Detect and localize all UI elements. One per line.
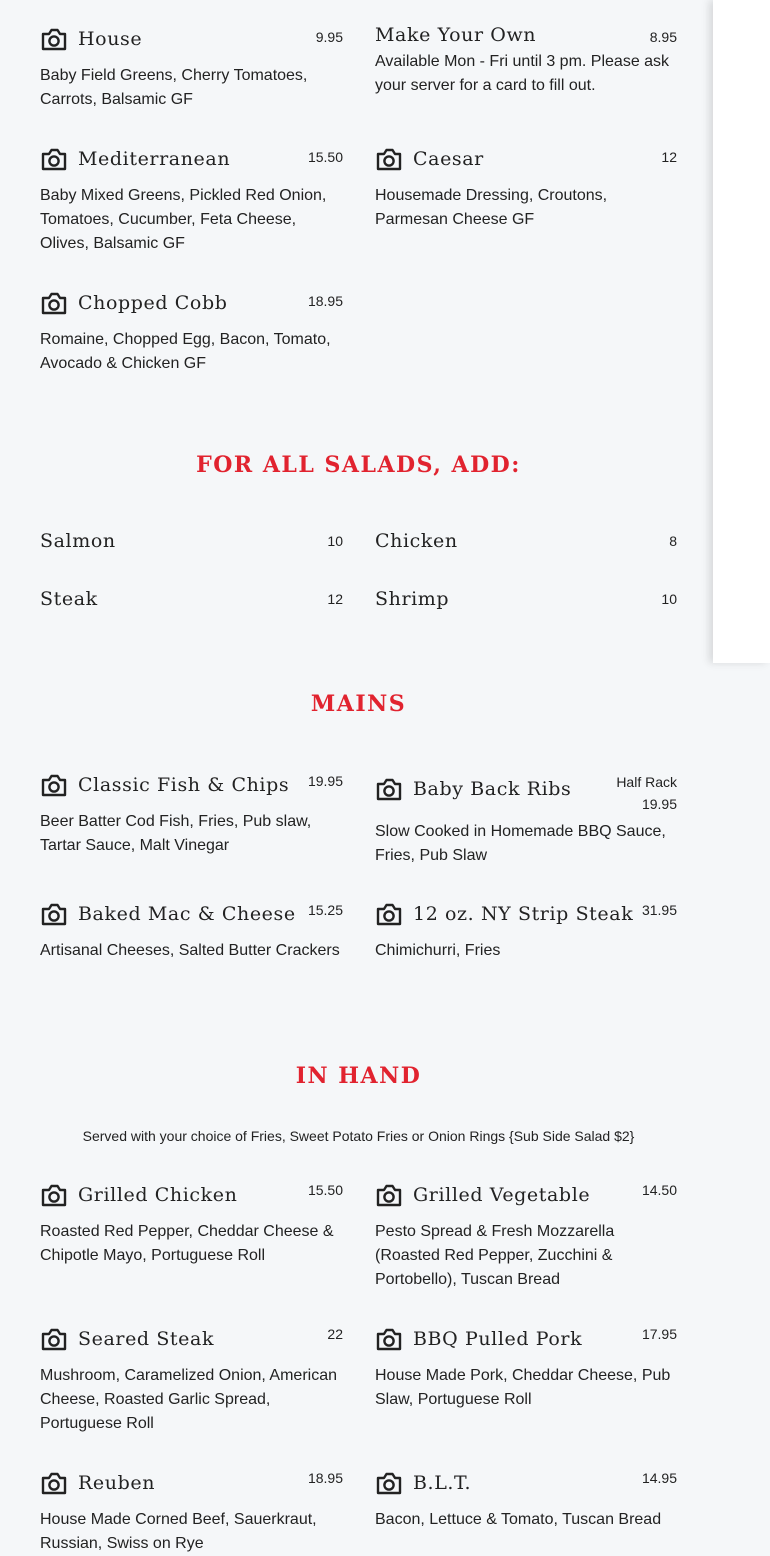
camera-icon[interactable] <box>375 1326 403 1352</box>
camera-icon[interactable] <box>375 1182 403 1208</box>
section-title-mains: MAINS <box>310 691 407 717</box>
camera-icon[interactable] <box>40 1182 68 1208</box>
item-name: Mediterranean <box>78 148 231 170</box>
item-name: Caesar <box>413 148 484 170</box>
item-name: B.L.T. <box>413 1472 472 1494</box>
menu-item-blt <box>375 1468 677 1548</box>
item-price-block <box>616 771 677 815</box>
section-note: Served with your choice of Fries, Sweet Potato Fries or Onion Rings {Sub Side Salad $2} <box>82 1128 635 1144</box>
item-price: 18.95 <box>307 1470 343 1486</box>
addon-name: Steak <box>40 588 98 610</box>
item-description: Bacon, Lettuce & Tomato, Tuscan Bread <box>375 1511 662 1528</box>
item-price: 14.50 <box>641 1182 677 1198</box>
item-price: 18.95 <box>307 293 343 309</box>
addon-item <box>40 587 343 611</box>
menu-item-seared-steak <box>40 1324 343 1468</box>
item-description: Romaine, Chopped Egg, Bacon, Tomato, Avocado & Chicken GF <box>40 331 331 372</box>
camera-icon[interactable] <box>375 901 403 927</box>
addon-grid <box>40 529 677 611</box>
addon-item <box>375 529 677 553</box>
camera-icon[interactable] <box>40 290 68 316</box>
item-price: 9.95 <box>315 29 343 45</box>
item-price: 19.95 <box>307 773 343 789</box>
item-price: 15.50 <box>307 1182 343 1198</box>
item-name: Chopped Cobb <box>78 292 228 314</box>
item-description: Baby Mixed Greens, Pickled Red Onion, Tomatoes, Cucumber, Feta Cheese, Olives, Balsamic GF <box>40 187 327 252</box>
menu-item-baby-back-ribs <box>375 770 677 899</box>
item-description: Mushroom, Caramelized Onion, American Cheese, Roasted Garlic Spread, Portuguese Roll <box>40 1367 338 1432</box>
addon-name: Shrimp <box>375 588 450 610</box>
item-description: Housemade Dressing, Croutons, Parmesan Cheese GF <box>375 187 608 228</box>
item-name: Grilled Chicken <box>78 1184 238 1206</box>
item-price: 15.50 <box>307 149 343 165</box>
menu-item-bbq-pulled-pork <box>375 1324 677 1468</box>
in-hand-grid <box>40 1180 677 1552</box>
addon-item <box>40 529 343 553</box>
addon-name: Salmon <box>40 530 116 552</box>
item-description: Beer Batter Cod Fish, Fries, Pub slaw, Tartar Sauce, Malt Vinegar <box>40 813 312 854</box>
addon-item <box>375 587 677 611</box>
item-name: Reuben <box>78 1472 156 1494</box>
menu-item-grilled-vegetable <box>375 1180 677 1324</box>
item-description: House Made Pork, Cheddar Cheese, Pub Slaw, Portuguese Roll <box>375 1367 671 1408</box>
item-price: 15.25 <box>307 902 343 918</box>
section-title-add-ons: FOR ALL SALADS, ADD: <box>196 452 521 478</box>
mains-grid <box>40 770 677 999</box>
item-name: House <box>78 28 143 50</box>
camera-icon[interactable] <box>40 901 68 927</box>
item-description: Roasted Red Pepper, Cheddar Cheese & Chipotle Mayo, Portuguese Roll <box>40 1223 334 1264</box>
item-description: Available Mon - Fri until 3 pm. Please ask your server for a card to fill out. <box>375 53 670 94</box>
camera-icon[interactable] <box>40 26 68 52</box>
camera-icon[interactable] <box>375 776 403 802</box>
item-description: Slow Cooked in Homemade BBQ Sauce, Fries, Pub Slaw <box>375 823 666 864</box>
camera-icon[interactable] <box>375 146 403 172</box>
menu-item-ny-strip-steak <box>375 899 677 999</box>
addon-price: 12 <box>327 591 343 607</box>
menu-item-house <box>40 24 343 144</box>
item-name: 12 oz. NY Strip Steak <box>413 903 634 925</box>
menu-item-reuben <box>40 1468 343 1552</box>
camera-icon[interactable] <box>40 146 68 172</box>
menu-item-baked-mac-and-cheese <box>40 899 343 999</box>
menu-item-mediterranean <box>40 144 343 288</box>
item-name: Grilled Vegetable <box>413 1184 591 1206</box>
side-panel <box>713 0 770 663</box>
price-label: Half Rack <box>616 774 677 790</box>
salad-grid <box>40 24 677 388</box>
menu-item-caesar <box>375 144 677 288</box>
menu-item-chopped-cobb <box>40 288 343 388</box>
item-price: 19.95 <box>641 796 677 812</box>
addon-price: 10 <box>327 533 343 549</box>
camera-icon[interactable] <box>40 1470 68 1496</box>
item-price: 14.95 <box>641 1470 677 1486</box>
camera-icon[interactable] <box>375 1470 403 1496</box>
item-price: 22 <box>327 1326 343 1342</box>
item-description: Chimichurri, Fries <box>375 942 501 959</box>
item-description: Pesto Spread & Fresh Mozzarella (Roasted Red Pepper, Zucchini & Portobello), Tuscan Bread <box>375 1223 615 1288</box>
item-name: Baked Mac & Cheese <box>78 903 296 925</box>
item-description: House Made Corned Beef, Sauerkraut, Russian, Swiss on Rye <box>40 1511 317 1552</box>
menu-item-grilled-chicken <box>40 1180 343 1324</box>
item-description: Baby Field Greens, Cherry Tomatoes, Carrots, Balsamic GF <box>40 67 308 108</box>
item-name: Make Your Own <box>375 24 537 46</box>
camera-icon[interactable] <box>40 1326 68 1352</box>
item-name: Classic Fish & Chips <box>78 774 290 796</box>
addon-name: Chicken <box>375 530 458 552</box>
section-title-in-hand: IN HAND <box>295 1063 422 1089</box>
item-description: Artisanal Cheeses, Salted Butter Crackers <box>40 942 340 959</box>
item-price: 8.95 <box>649 29 677 45</box>
camera-icon[interactable] <box>40 772 68 798</box>
item-price: 17.95 <box>641 1326 677 1342</box>
item-name: Baby Back Ribs <box>413 778 572 800</box>
addon-price: 10 <box>661 591 677 607</box>
addon-price: 8 <box>669 533 677 549</box>
item-price: 12 <box>661 149 677 165</box>
menu-item-make-your-own <box>375 24 677 144</box>
item-price: 31.95 <box>641 902 677 918</box>
menu-item-fish-and-chips <box>40 770 343 899</box>
item-name: Seared Steak <box>78 1328 215 1350</box>
item-name: BBQ Pulled Pork <box>413 1328 583 1350</box>
